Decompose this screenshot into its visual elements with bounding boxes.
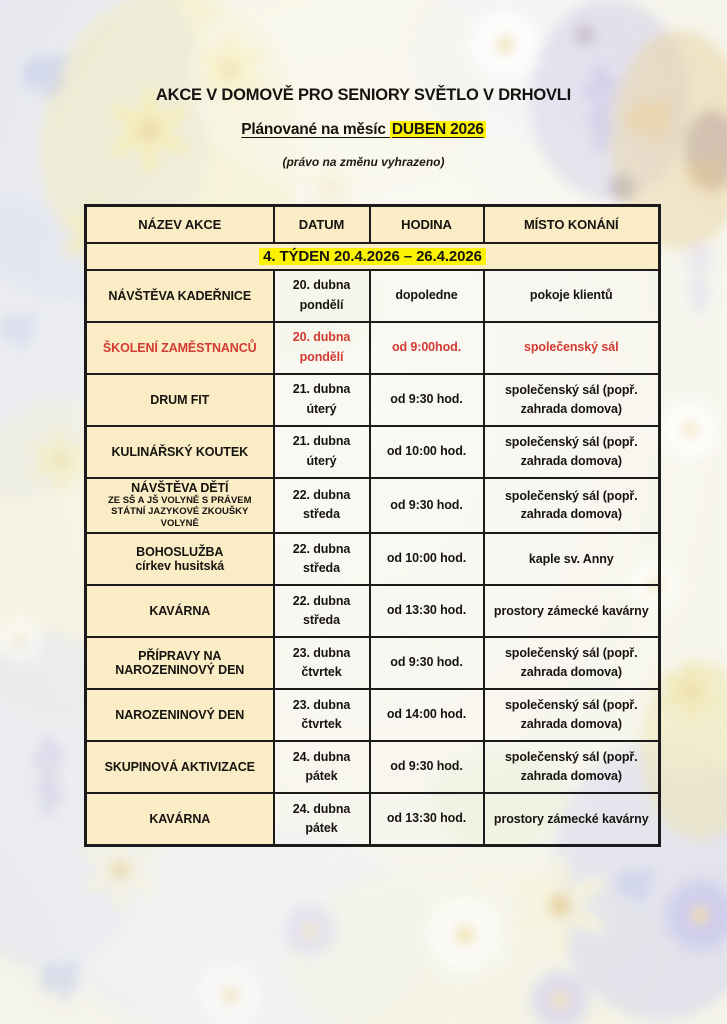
event-date: 23. dubna — [292, 645, 351, 660]
event-date: 21. dubna — [292, 382, 351, 397]
page-subtitle — [0, 121, 727, 139]
event-day: úterý — [306, 401, 337, 416]
event-name: KAVÁRNA — [149, 811, 211, 826]
event-place: společenský sál (popř. zahrada domova) — [484, 426, 660, 478]
event-name: NAROZENINOVÝ DEN — [115, 708, 245, 723]
event-time: od 14:00 hod. — [370, 689, 484, 741]
event-place: společenský sál — [484, 322, 660, 374]
event-time: od 9:30 hod. — [370, 478, 484, 534]
event-date: 22. dubna — [292, 487, 351, 502]
event-date: 22. dubna — [292, 541, 351, 556]
event-name: PŘÍPRAVY NA NAROZENINOVÝ DEN — [115, 649, 245, 678]
event-place: společenský sál (popř. zahrada domova) — [484, 478, 660, 534]
event-row — [86, 426, 660, 478]
event-day: čtvrtek — [301, 717, 342, 732]
subtitle-prefix: Plánované na měsíc — [241, 121, 390, 138]
event-place: kaple sv. Anny — [484, 533, 660, 585]
event-name-sub: ZE SŠ A JŠ VOLYNĚ S PRÁVEM STÁTNÍ JAZYKOVÉ ZKOUŠKY VOLYNĚ — [107, 494, 252, 530]
column-header-place: MÍSTO KONÁNÍ — [484, 206, 660, 243]
event-time: od 13:30 hod. — [370, 585, 484, 637]
event-day: pátek — [305, 769, 338, 784]
page-title: AKCE V DOMOVĚ PRO SENIORY SVĚTLO V DRHOVLI — [155, 86, 572, 104]
event-date: 24. dubna — [292, 749, 351, 764]
event-row — [86, 637, 660, 689]
event-time: od 9:00hod. — [370, 322, 484, 374]
event-time: od 10:00 hod. — [370, 426, 484, 478]
event-name: KAVÁRNA — [149, 604, 211, 619]
column-header-time: HODINA — [370, 206, 484, 243]
event-day: pátek — [305, 820, 338, 835]
event-name: SKUPINOVÁ AKTIVIZACE — [104, 760, 255, 775]
event-row — [86, 741, 660, 793]
event-name: NÁVŠTĚVA DĚTÍ — [131, 480, 229, 495]
event-date: 20. dubna — [292, 278, 351, 293]
event-name: BOHOSLUŽBA — [136, 544, 224, 559]
week-header-row — [86, 243, 660, 270]
column-header-date: DATUM — [274, 206, 370, 243]
event-day: středa — [303, 507, 340, 522]
event-place: společenský sál (popř. zahrada domova) — [484, 741, 660, 793]
event-day: pondělí — [299, 297, 344, 312]
event-name: ŠKOLENÍ ZAMĚSTNANCŮ — [102, 340, 257, 355]
event-date: 21. dubna — [292, 434, 351, 449]
event-row — [86, 793, 660, 845]
event-row — [86, 478, 660, 534]
event-name-sub: církev husitská — [135, 558, 225, 573]
event-row — [86, 533, 660, 585]
event-day: čtvrtek — [301, 665, 342, 680]
event-date: 20. dubna — [292, 330, 351, 345]
event-row — [86, 689, 660, 741]
event-time: od 13:30 hod. — [370, 793, 484, 845]
table-header-row — [86, 206, 660, 243]
event-row — [86, 585, 660, 637]
event-place: prostory zámecké kavárny — [484, 585, 660, 637]
event-time: od 10:00 hod. — [370, 533, 484, 585]
event-name: DRUM FIT — [150, 392, 210, 407]
event-time: od 9:30 hod. — [370, 741, 484, 793]
events-table — [84, 204, 661, 847]
event-place: společenský sál (popř. zahrada domova) — [484, 637, 660, 689]
event-day: úterý — [306, 453, 337, 468]
event-place: společenský sál (popř. zahrada domova) — [484, 689, 660, 741]
event-date: 24. dubna — [292, 801, 351, 816]
event-place: společenský sál (popř. zahrada domova) — [484, 374, 660, 426]
event-row — [86, 322, 660, 374]
event-day: středa — [303, 613, 340, 628]
event-date: 23. dubna — [292, 697, 351, 712]
change-reserved-note: (právo na změnu vyhrazeno) — [282, 155, 445, 169]
event-time: od 9:30 hod. — [370, 637, 484, 689]
column-header-name: NÁZEV AKCE — [86, 206, 274, 243]
event-date: 22. dubna — [292, 593, 351, 608]
month-highlight: DUBEN 2026 — [391, 121, 484, 138]
event-row — [86, 270, 660, 322]
event-time: od 9:30 hod. — [370, 374, 484, 426]
event-time: dopoledne — [370, 270, 484, 322]
event-row — [86, 374, 660, 426]
week-header-label: 4. TÝDEN 20.4.2026 – 26.4.2026 — [259, 248, 486, 265]
event-day: středa — [303, 561, 340, 576]
event-name: NÁVŠTĚVA KADEŘNICE — [108, 288, 252, 303]
event-place: pokoje klientů — [484, 270, 660, 322]
event-name: KULINÁŘSKÝ KOUTEK — [111, 444, 248, 459]
event-day: pondělí — [299, 349, 344, 364]
event-place: prostory zámecké kavárny — [484, 793, 660, 845]
